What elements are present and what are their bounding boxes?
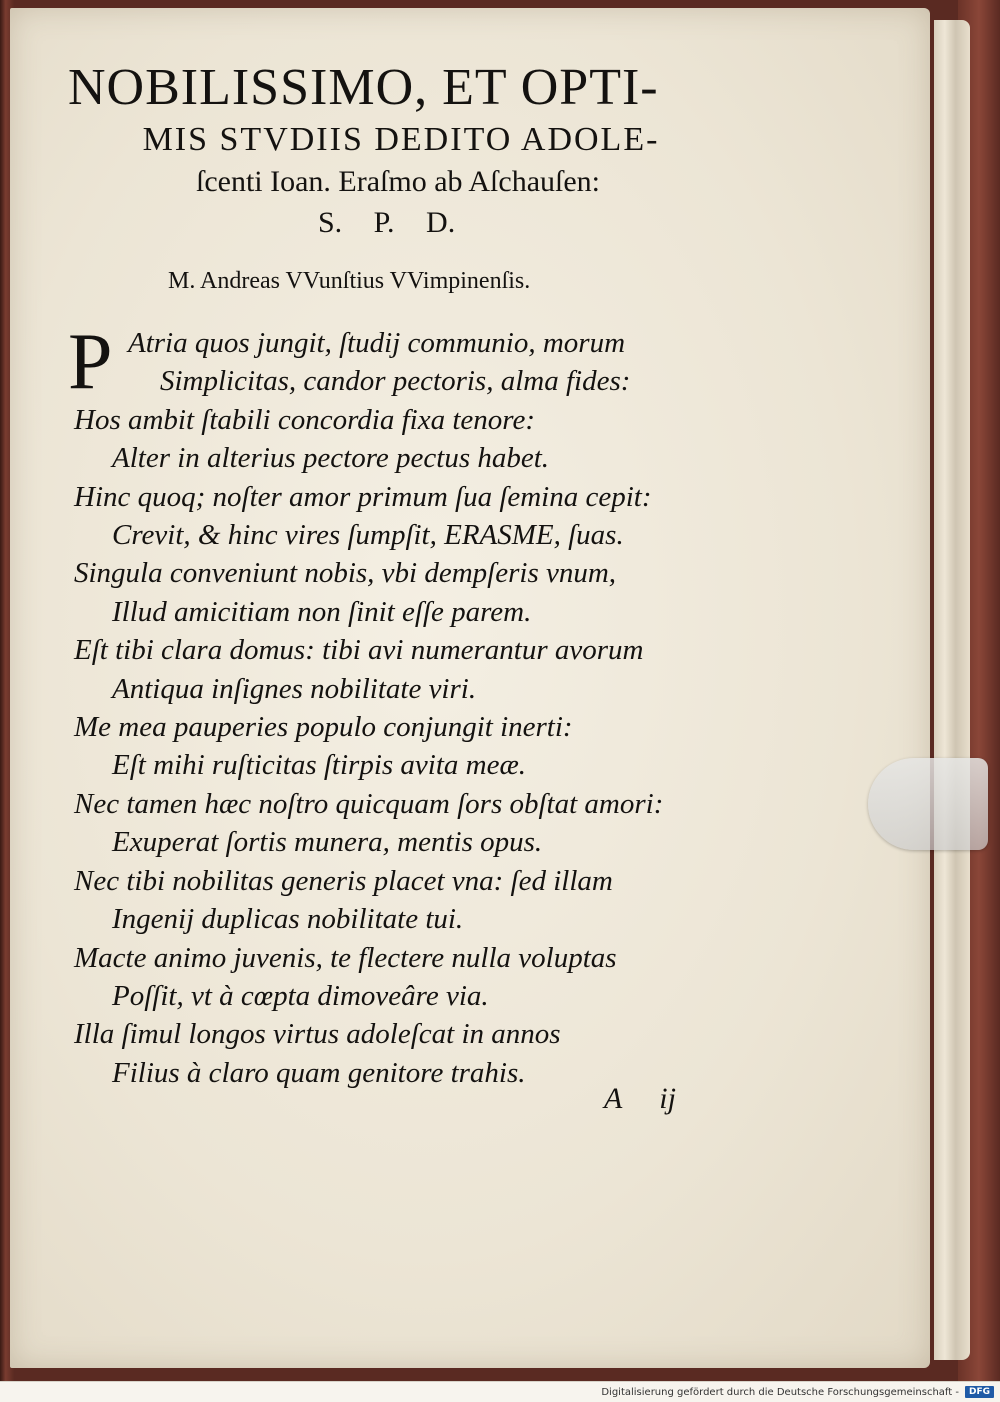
text-block <box>68 58 728 1092</box>
verse-line: Ingenij duplicas nobilitate tui. <box>112 903 464 936</box>
page-clip <box>868 758 988 850</box>
title-line-2: MIS STVDIIS DEDITO ADOLE- <box>142 121 660 158</box>
verse-line: Illud amicitiam non ſinit eſſe parem. <box>112 595 532 628</box>
verse-line: Crevit, & hinc vires ſumpſit, ERASME, ſuas. <box>112 519 624 552</box>
verse-line: Illa ſimul longos virtus adoleſcat in annos <box>74 1018 561 1051</box>
author-line: M. Andreas VVunſtius VVimpinenſis. <box>168 268 531 294</box>
title-line-3: ſcenti Ioan. Eraſmo ab Aſchauſen: <box>195 165 601 198</box>
drop-cap: P <box>68 318 113 406</box>
verse-line: Atria quos jungit, ſtudij communio, morum <box>128 327 626 359</box>
signature-letter: A <box>604 1082 622 1115</box>
verse-line: Hinc quoq; noſter amor primum ſua ſemina cepit: <box>74 480 652 513</box>
dfg-logo: DFG <box>965 1386 994 1398</box>
verse-line: Nec tamen hæc noſtro quicquam ſors obſtat amori: <box>74 787 664 820</box>
page-stack-edge <box>934 20 970 1360</box>
poem <box>68 318 728 1092</box>
verse-line: Poſſit, vt à cœpta dimoveâre via. <box>112 979 489 1012</box>
verse-line: Simplicitas, candor pectoris, alma fides: <box>160 365 631 398</box>
verse-line: Singula conveniunt nobis, vbi dempſeris vnum, <box>74 557 617 590</box>
verse-line: Macte animo juvenis, te flectere nulla voluptas <box>74 941 617 974</box>
verse-line: Antiqua inſignes nobilitate viri. <box>112 672 477 705</box>
verse-line: Eſt mihi ruſticitas ſtirpis avita meæ. <box>112 749 527 782</box>
verse-line: Me mea pauperies populo conjungit inerti: <box>74 711 573 744</box>
title-line-4: S. P. D. <box>318 206 456 239</box>
verse-line: Eſt tibi clara domus: tibi avi numerantur avorum <box>74 634 644 667</box>
title-line-1: NOBILISSIMO, ET OPTI- <box>68 59 659 116</box>
verse-line: Hos ambit ſtabili concordia fixa tenore: <box>74 403 535 436</box>
verse-line: Filius à claro quam genitore trahis. <box>112 1056 526 1089</box>
verse-line: Alter in alterius pectore pectus habet. <box>112 442 550 475</box>
book-page <box>10 8 930 1368</box>
signature-mark <box>604 1082 676 1116</box>
funding-credit: Digitalisierung gefördert durch die Deutsche Forschungsgemeinschaft - <box>601 1386 959 1398</box>
verse-line: Exuperat ſortis munera, mentis opus. <box>112 826 543 859</box>
signature-number: ij <box>659 1082 676 1115</box>
footer-bar <box>0 1381 1000 1402</box>
verse-line: Nec tibi nobilitas generis placet vna: ſed illam <box>74 864 613 897</box>
